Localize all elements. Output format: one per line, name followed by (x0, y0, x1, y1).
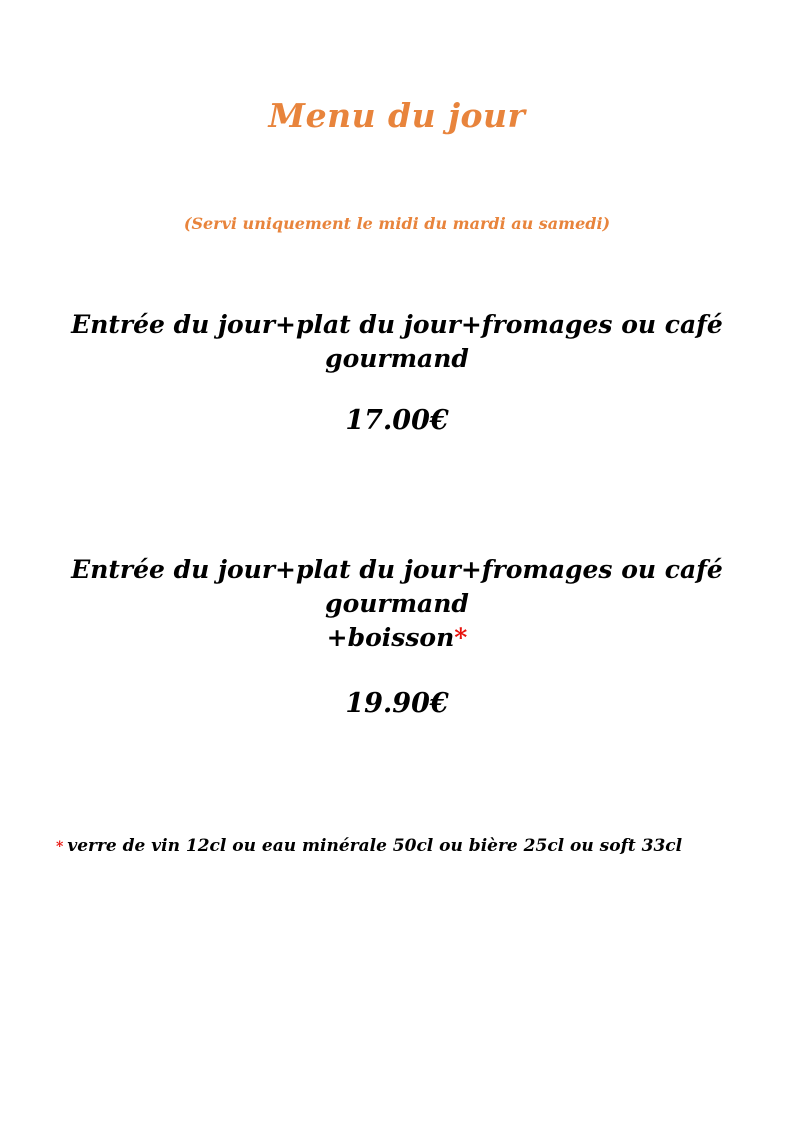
offer-2-description (0, 553, 794, 655)
offer-2-drink-label: +boisson (326, 623, 455, 652)
drink-footnote (56, 836, 756, 856)
offer-1-description: Entrée du jour+plat du jour+fromages ou café gourmand (71, 310, 723, 373)
offer-1-price: 17.00€ (345, 405, 449, 436)
footnote-asterisk: * (56, 839, 64, 855)
footnote-text: verre de vin 12cl ou eau minérale 50cl ou bière 25cl ou soft 33cl (67, 836, 683, 856)
page-title: Menu du jour (268, 96, 526, 135)
footnote-marker: * (454, 623, 468, 652)
offer-2-description-line2 (0, 621, 794, 655)
offer-2-description-line1: Entrée du jour+plat du jour+fromages ou café gourmand (71, 555, 723, 618)
service-hours-note: (Servi uniquement le midi du mardi au samedi) (183, 214, 611, 233)
offer-2-price: 19.90€ (345, 688, 449, 719)
